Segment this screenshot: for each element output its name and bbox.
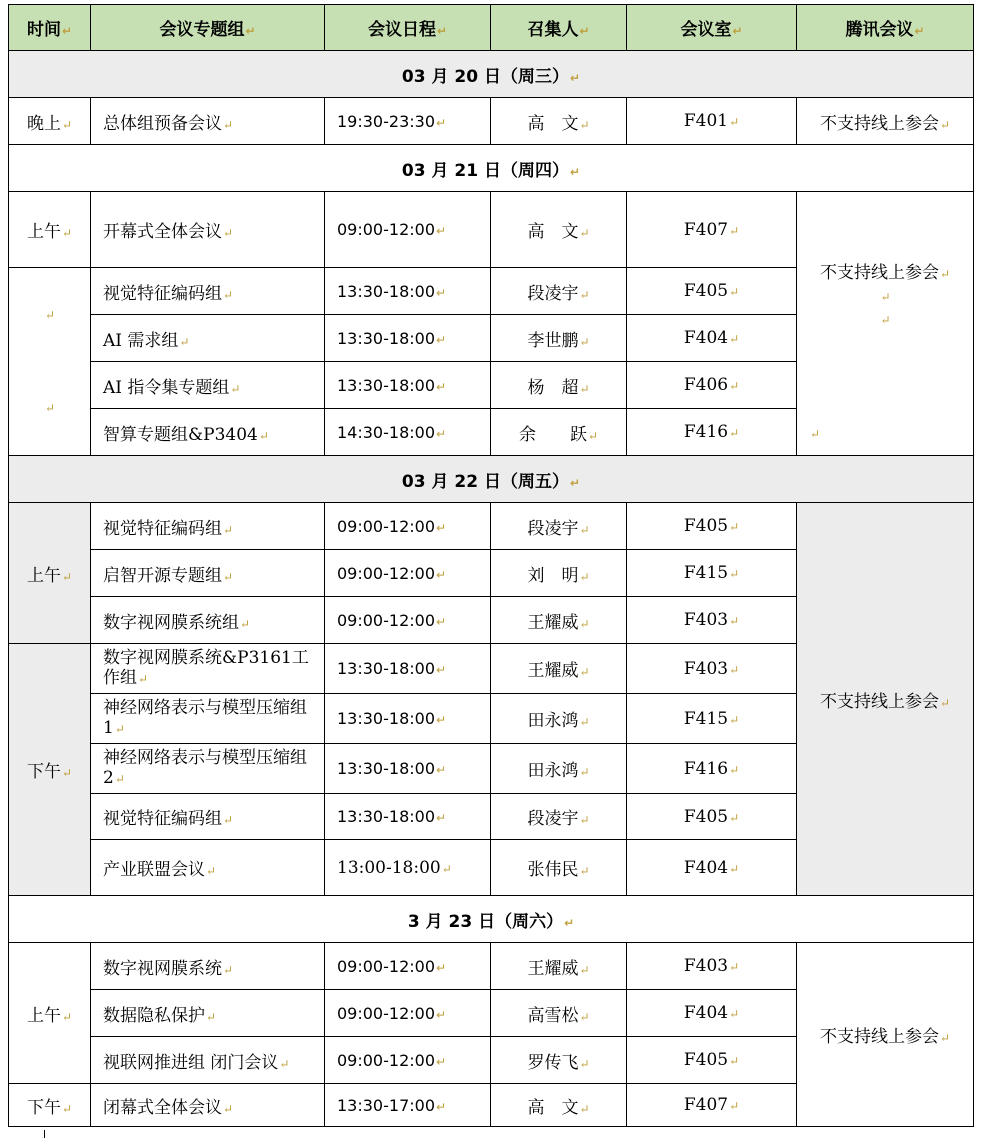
table-row: 上午↵ 数字视网膜系统↵ 09:00-12:00↵ 王耀威↵ F403↵ 不支持线上参会↵: [9, 943, 974, 990]
date-heading: 03 月 20 日（周三）↵: [9, 51, 974, 98]
table-row: 视联网推进组 闭门会议↵ 09:00-12:00↵ 罗传飞↵ F405↵: [9, 1037, 974, 1084]
table-row: 上午↵ 开幕式全体会议↵ 09:00-12:00↵ 高 文↵ F407↵ 不支持线上参会↵ ↵ ↵ ↵: [9, 192, 974, 268]
tencent-cell: 不支持线上参会↵ ↵ ↵ ↵: [797, 192, 974, 456]
table-row: 数字视网膜系统组↵ 09:00-12:00↵ 王耀威↵ F403↵: [9, 597, 974, 644]
table-row: 产业联盟会议↵ 13:00-18:00↵ 张伟民↵ F404↵: [9, 840, 974, 896]
date-row: [9, 456, 974, 503]
header-row: [9, 5, 974, 51]
text-cursor: [44, 1130, 45, 1138]
date-heading: 3 月 23 日（周六）↵: [9, 896, 974, 943]
tencent-cell: 不支持线上参会↵: [797, 943, 974, 1127]
date-heading: 03 月 21 日（周四）↵: [9, 145, 974, 192]
table-row: ↵ ↵ 视觉特征编码组↵ 13:30-18:00↵ 段凌宇↵ F405↵: [9, 268, 974, 315]
header-schedule: 会议日程↵: [325, 5, 491, 51]
header-time: 时间↵: [9, 5, 91, 51]
table-row: AI 需求组↵ 13:30-18:00↵ 李世鹏↵ F404↵: [9, 315, 974, 362]
tencent-cell: 不支持线上参会↵: [797, 503, 974, 896]
table-row: 智算专题组&P3404↵ 14:30-18:00↵ 余 跃↵ F416↵: [9, 409, 974, 456]
schedule-table: [8, 4, 974, 1127]
header-room: 会议室↵: [627, 5, 797, 51]
table-row: 上午↵ 视觉特征编码组↵ 09:00-12:00↵ 段凌宇↵ F405↵ 不支持线上参会↵: [9, 503, 974, 550]
table-row: AI 指令集专题组↵ 13:30-18:00↵ 杨 超↵ F406↵: [9, 362, 974, 409]
table-row: 数据隐私保护↵ 09:00-12:00↵ 高雪松↵ F404↵: [9, 990, 974, 1037]
table-row: 神经网络表示与模型压缩组 2↵ 13:30-18:00↵ 田永鸿↵ F416↵: [9, 744, 974, 794]
table-row: 下午↵ 闭幕式全体会议↵ 13:30-17:00↵ 高 文↵ F407↵: [9, 1084, 974, 1127]
date-row: [9, 145, 974, 192]
table-row: 神经网络表示与模型压缩组 1↵ 13:30-18:00↵ 田永鸿↵ F415↵: [9, 694, 974, 744]
header-topic: 会议专题组↵: [91, 5, 325, 51]
header-tencent: 腾讯会议↵: [797, 5, 974, 51]
table-row: 启智开源专题组↵ 09:00-12:00↵ 刘 明↵ F415↵: [9, 550, 974, 597]
table-row: 晚上↵ 总体组预备会议↵ 19:30-23:30↵ 高 文↵ F401↵ 不支持线上参会↵: [9, 98, 974, 145]
date-heading: 03 月 22 日（周五）↵: [9, 456, 974, 503]
table-row: 下午↵ 数字视网膜系统&P3161工作组↵ 13:30-18:00↵ 王耀威↵ F403↵: [9, 644, 974, 694]
header-convener: 召集人↵: [491, 5, 627, 51]
table-row: 视觉特征编码组↵ 13:30-18:00↵ 段凌宇↵ F405↵: [9, 794, 974, 840]
date-row: [9, 896, 974, 943]
date-row: [9, 51, 974, 98]
